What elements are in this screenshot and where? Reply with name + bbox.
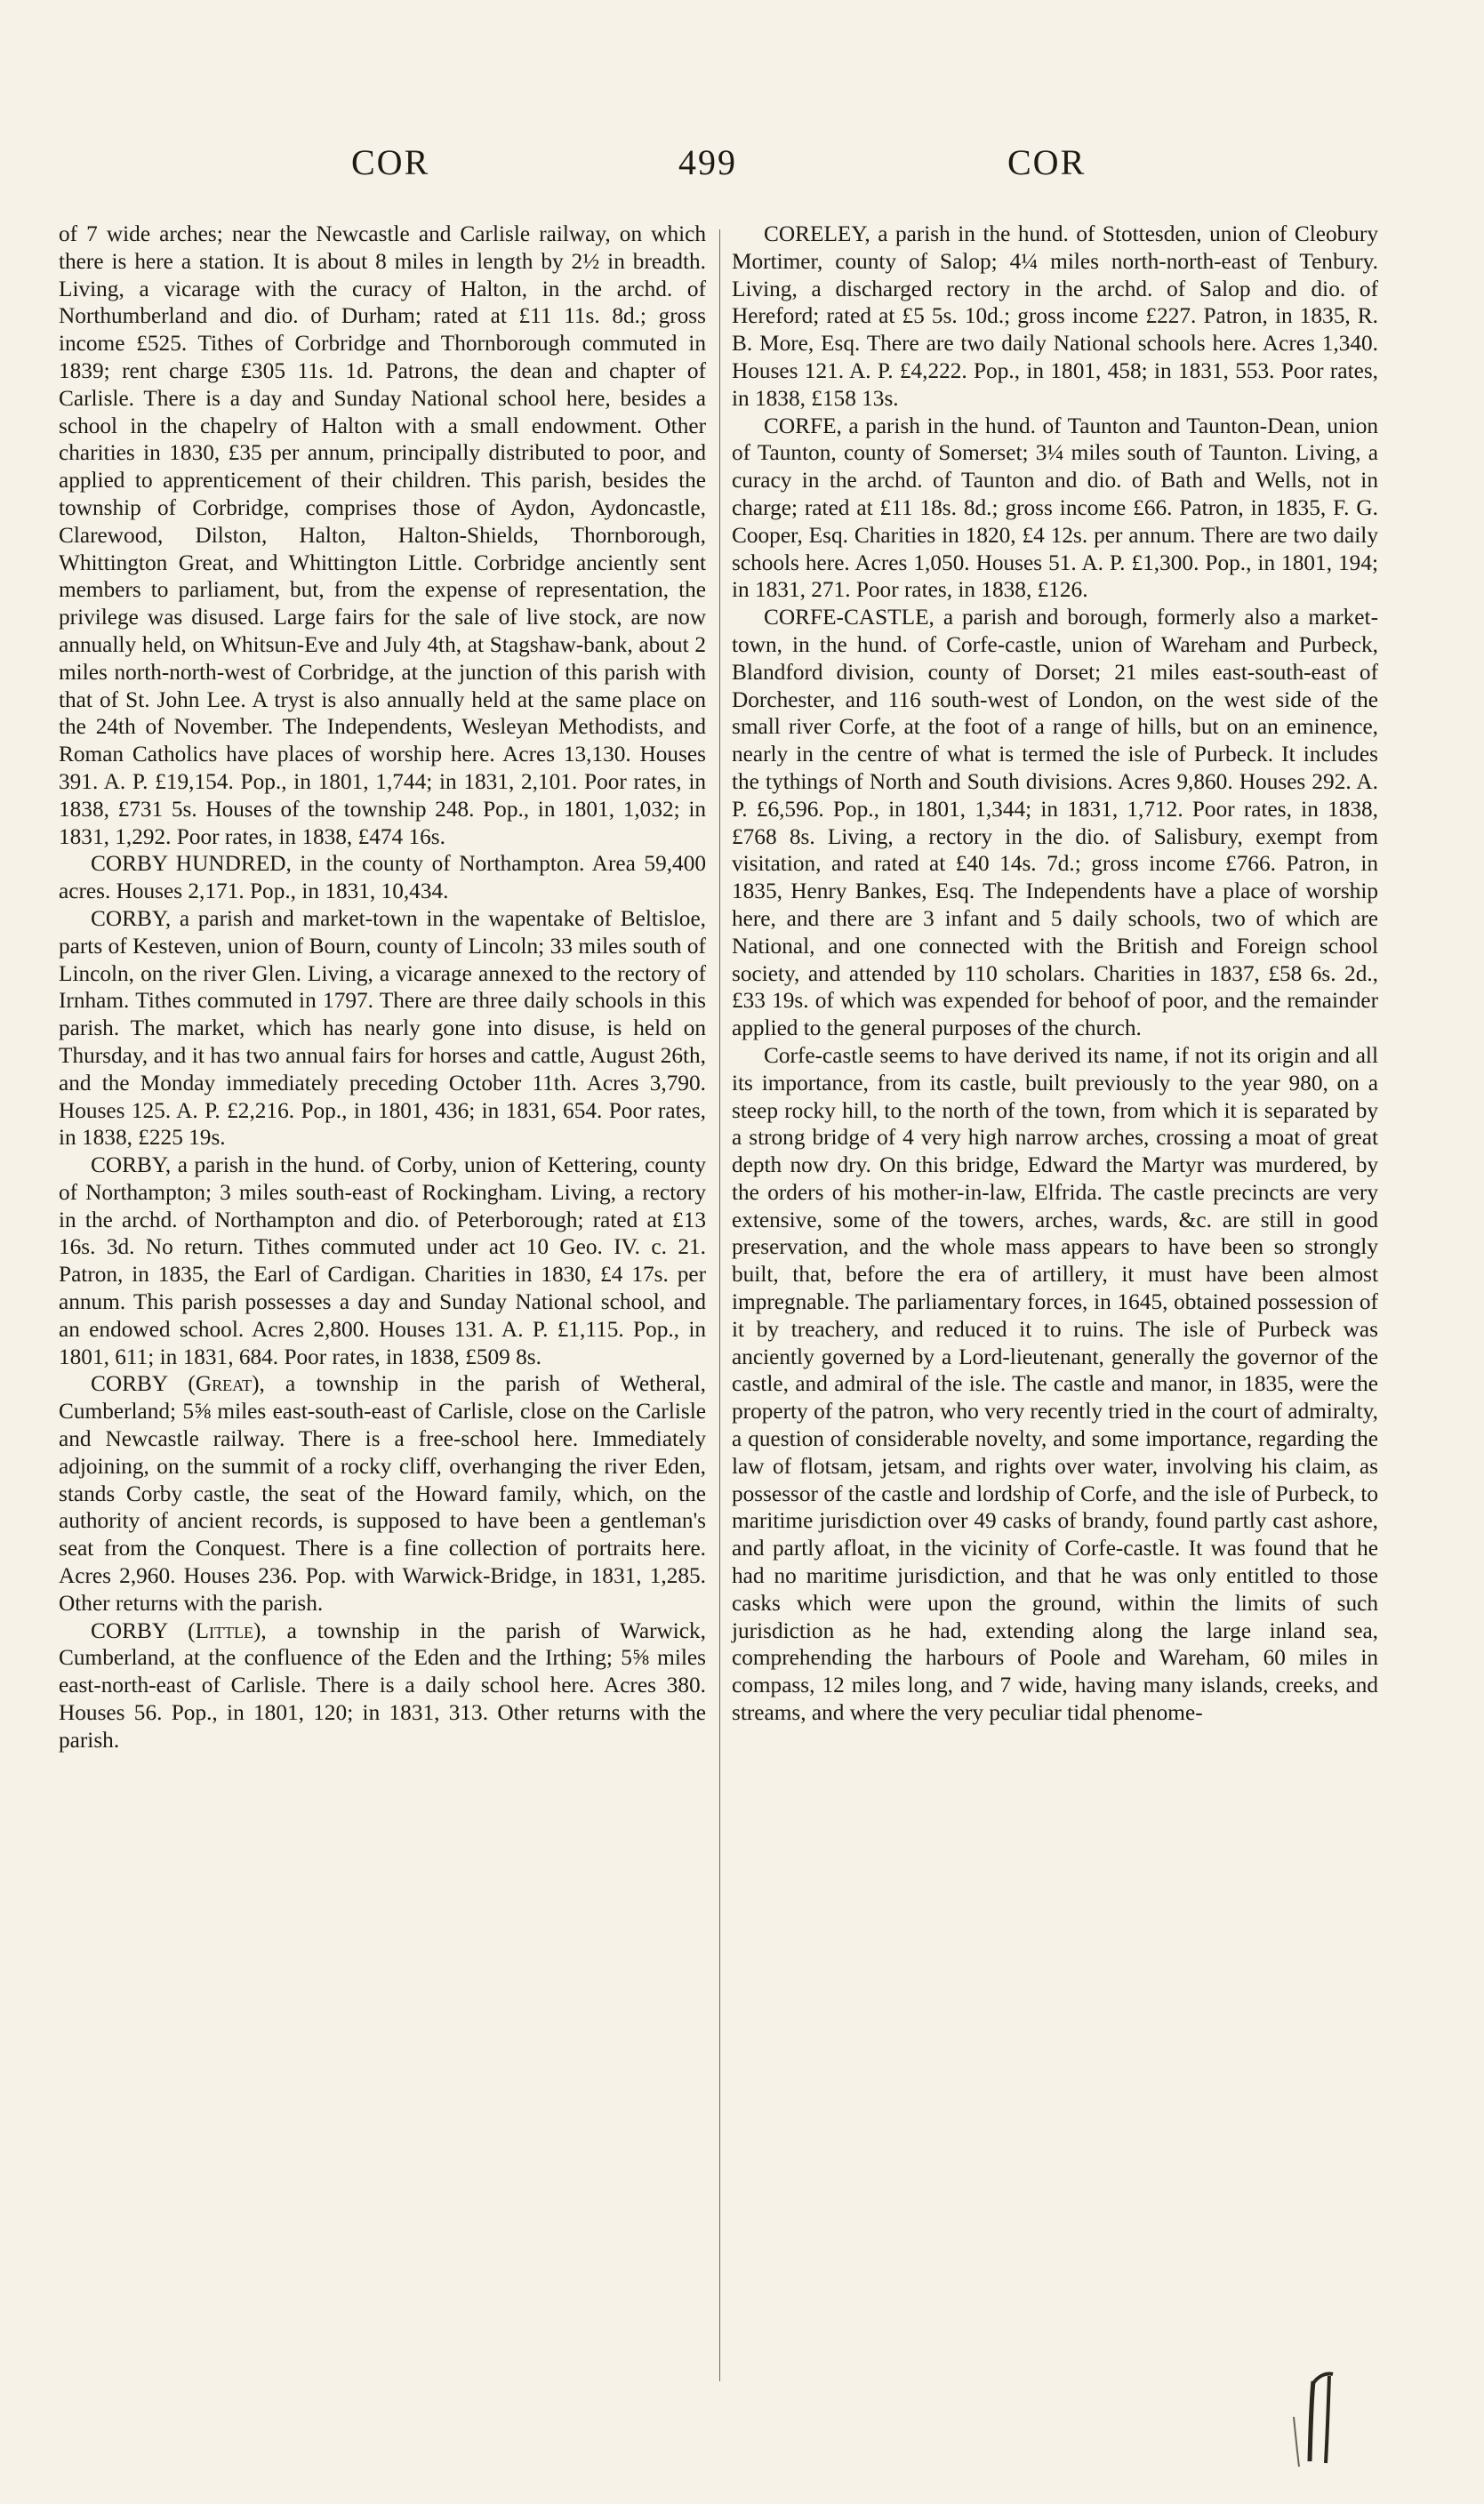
entry-headword: CORBY: [91, 1617, 168, 1643]
entry-text: Corfe-castle seems to have derived its name, if not its origin and all its importance, from its castle, built previously to the year 980, on a steep rocky hill, to the north of the town, from which it is separated by a strong bridge of 4 very high narrow arches, crossing a moat of great depth now dry. On this bridge, Edward the Martyr was murdered, by the orders of his mother-in-law, Elfrida. The castle precincts are very extensive, some of the towers, arches, wards, &c. are still in good preservation, and the whole mass appears to have been so strongly built, that, before the era of artillery, it must have been almost impregnable. The parliamentary forces, in 1645, obtained possession of it by treachery, and reduced it to ruins. The isle of Purbeck was anciently governed by a Lord-lieutenant, generally the governor of the castle, and admiral of the isle. The castle and manor, in 1835, were the property of the patron, who very recently tried in the court of admiralty, a question of considerable novelty, and some importance, regarding the law of flotsam, jetsam, and rights over water, involving his claim, as possessor of the castle and lordship of Corfe, and the isle of Purbeck, to maritime jurisdiction over 49 casks of brandy, found partly cast ashore, and partly afloat, in the vicinity of Corfe-castle. It was found that he had no maritime jurisdiction, and that he was only entitled to those casks which were upon the ground, within the limits of such jurisdiction as he had, extending along the large inland sea, comprehending the harbours of Poole and Wareham, 60 miles in compass, 12 miles long, and 7 wide, having many islands, creeks, and streams, and where the very peculiar tidal phenome-: [732, 1042, 1378, 1726]
right-column: [732, 221, 1378, 1727]
entry-text: in the county of Northampton. Area 59,400 acres. Houses 2,171. Pop., in 1831, 10,434.: [59, 851, 706, 904]
header-right-catchword: COR: [1007, 142, 1087, 182]
left-column: [59, 221, 706, 1754]
header-left-catchword: COR: [351, 142, 430, 182]
entry-text: a township in the parish of Warwick, Cumberland, at the confluence of the Eden and the Irthing; 5⅝ miles east-north-east of Carlisle. There is a daily school here. Acres 380. Houses 56. Pop., in 1801, 120; in 1831, 313. Other returns with the parish.: [59, 1617, 707, 1753]
entry-text: a parish in the hund. of Corby, union of Kettering, county of Northampton; 3 miles south-east of Rockingham. Living, a rectory in the archd. of Northampton and dio. of Peterborough; rated at £13 16s. 3d. No return. Tithes commuted under act 10 Geo. IV. c. 21. Patron, in 1835, the Earl of Cardigan. Charities in 1830, £4 17s. per annum. This parish possesses a day and Sunday National school, and an endowed school. Acres 2,800. Houses 131. A. P. £1,115. Pop., in 1801, 611; in 1831, 684. Poor rates, in 1838, £509 8s.: [59, 1152, 706, 1369]
entry-paragraph: [59, 221, 706, 850]
entry-qualifier: (Little),: [188, 1617, 267, 1643]
entry-headword: CORBY,: [91, 1152, 172, 1178]
entry-text: a township in the parish of Wetheral, Cumberland; 5⅝ miles east-south-east of Carlisle, close on the Carlisle and Newcastle railway. There is a free-school here. Immediately adjoining, on the summit of a rocky cliff, overhanging the river Eden, stands Corby castle, the seat of the Howard family, which, on the authority of ancient records, is supposed to have been a gentleman's seat from the Conquest. There is a fine collection of portraits here. Acres 2,960. Houses 236. Pop. with Warwick-Bridge, in 1831, 1,285. Other returns with the parish.: [59, 1371, 706, 1616]
entry-headword: CORELEY,: [764, 221, 870, 246]
entry-paragraph: [59, 1370, 706, 1617]
column-divider: [719, 229, 720, 2381]
ink-smudge-mark: [1287, 2364, 1349, 2470]
entry-headword: CORBY HUNDRED,: [91, 851, 292, 877]
entry-paragraph: [732, 413, 1378, 605]
entry-headword: CORFE-CASTLE,: [764, 605, 935, 630]
entry-headword: CORFE,: [764, 413, 842, 438]
entry-headword: CORBY: [91, 1371, 168, 1397]
entry-headword: CORBY,: [91, 905, 172, 931]
entry-text: a parish in the hund. of Taunton and Taunton-Dean, union of Taunton, county of Somerset; 3¼ miles south of Taunton. Living, a curacy in the archd. of Taunton and dio. of Bath and Wells, not in charge; rated at £11 18s. 8d.; gross income £66. Patron, in 1835, F. G. Cooper, Esq. Charities in 1820, £4 12s. per annum. There are two daily schools here. Acres 1,050. Houses 51. A. P. £1,300. Pop., in 1801, 194; in 1831, 271. Poor rates, in 1838, £126.: [732, 413, 1378, 603]
entry-paragraph: [59, 1152, 706, 1370]
entry-paragraph: [59, 1617, 706, 1754]
entry-text: a parish and borough, formerly also a market-town, in the hund. of Corfe-castle, union of Wareham and Purbeck, Blandford division, county of Dorset; 21 miles east-south-east of Dorchester, and 116 south-west of London, on the west side of the small river Corfe, at the foot of a range of hills, but on an eminence, nearly in the centre of what is termed the isle of Purbeck. It includes the tythings of North and South divisions. Acres 9,860. Houses 292. A. P. £6,596. Pop., in 1801, 1,344; in 1831, 1,712. Poor rates, in 1838, £768 8s. Living, a rectory in the dio. of Salisbury, exempt from visitation, and rated at £40 14s. 7d.; gross income £766. Patron, in 1835, Henry Bankes, Esq. The Independents have a place of worship here, and there are 3 infant and 5 daily schools, two of which are National, and one connected with the British and Foreign school society, and attended by 110 scholars. Charities in 1837, £58 6s. 2d., £33 19s. of which was expended for behoof of poor, and the remainder applied to the general purposes of the church.: [732, 605, 1378, 1041]
entry-text: a parish and market-town in the wapentake of Beltisloe, parts of Kesteven, union of Bourn, county of Lincoln; 33 miles south of Lincoln, on the river Glen. Living, a vicarage annexed to the rectory of Irnham. Tithes commuted in 1797. There are three daily schools in this parish. The market, which has nearly gone into disuse, is held on Thursday, and it has two annual fairs for horses and cattle, August 26th, and the Monday immediately preceding October 11th. Acres 3,790. Houses 125. A. P. £2,216. Pop., in 1801, 436; in 1831, 654. Poor rates, in 1838, £225 19s.: [59, 905, 706, 1151]
page-number: 499: [678, 142, 737, 182]
entry-qualifier: (Great),: [188, 1371, 265, 1397]
entry-paragraph: [732, 1042, 1378, 1727]
entry-paragraph: [732, 221, 1378, 413]
entry-paragraph: [59, 905, 706, 1152]
entry-text: of 7 wide arches; near the Newcastle and Carlisle railway, on which there is here a station. It is about 8 miles in length by 2½ in breadth. Living, a vicarage with the curacy of Halton, in the archd. of Northumberland and dio. of Durham; rated at £11 11s. 8d.; gross income £525. Tithes of Corbridge and Thornborough commuted in 1839; rent charge £305 11s. 1d. Patrons, the dean and chapter of Carlisle. There is a day and Sunday National school here, besides a school in the chapelry of Halton with a small endowment. Other charities in 1830, £35 per annum, principally distributed to poor, and applied to apprenticement of their children. This parish, besides the township of Corbridge, comprises those of Aydon, Aydoncastle, Clarewood, Dilston, Halton, Halton-Shields, Thornborough, Whittington Great, and Whittington Little. Corbridge anciently sent members to parliament, but, from the expense of representation, the privilege was disused. Large fairs for the sale of live stock, are now annually held, on Whitsun-Eve and July 4th, at Stagshaw-bank, about 2 miles north-north-west of Corbridge, at the junction of this parish with that of St. John Lee. A tryst is also annually held at the same place on the 24th of November. The Independents, Wesleyan Methodists, and Roman Catholics have places of worship here. Acres 13,130. Houses 391. A. P. £19,154. Pop., in 1801, 1,744; in 1831, 2,101. Poor rates, in 1838, £731 5s. Houses of the township 248. Pop., in 1801, 1,032; in 1831, 1,292. Poor rates, in 1838, £474 16s.: [59, 221, 706, 849]
page-header: [0, 140, 1484, 185]
entry-text: a parish in the hund. of Stottesden, union of Cleobury Mortimer, county of Salop; 4¼ miles north-north-east of Tenbury. Living, a discharged rectory in the archd. of Salop and dio. of Hereford; rated at £5 5s. 10d.; gross income £227. Patron, in 1835, R. B. More, Esq. There are two daily National schools here. Acres 1,340. Houses 121. A. P. £4,222. Pop., in 1801, 458; in 1831, 553. Poor rates, in 1838, £158 13s.: [732, 221, 1378, 411]
entry-paragraph: [59, 850, 706, 905]
entry-paragraph: [732, 604, 1378, 1042]
